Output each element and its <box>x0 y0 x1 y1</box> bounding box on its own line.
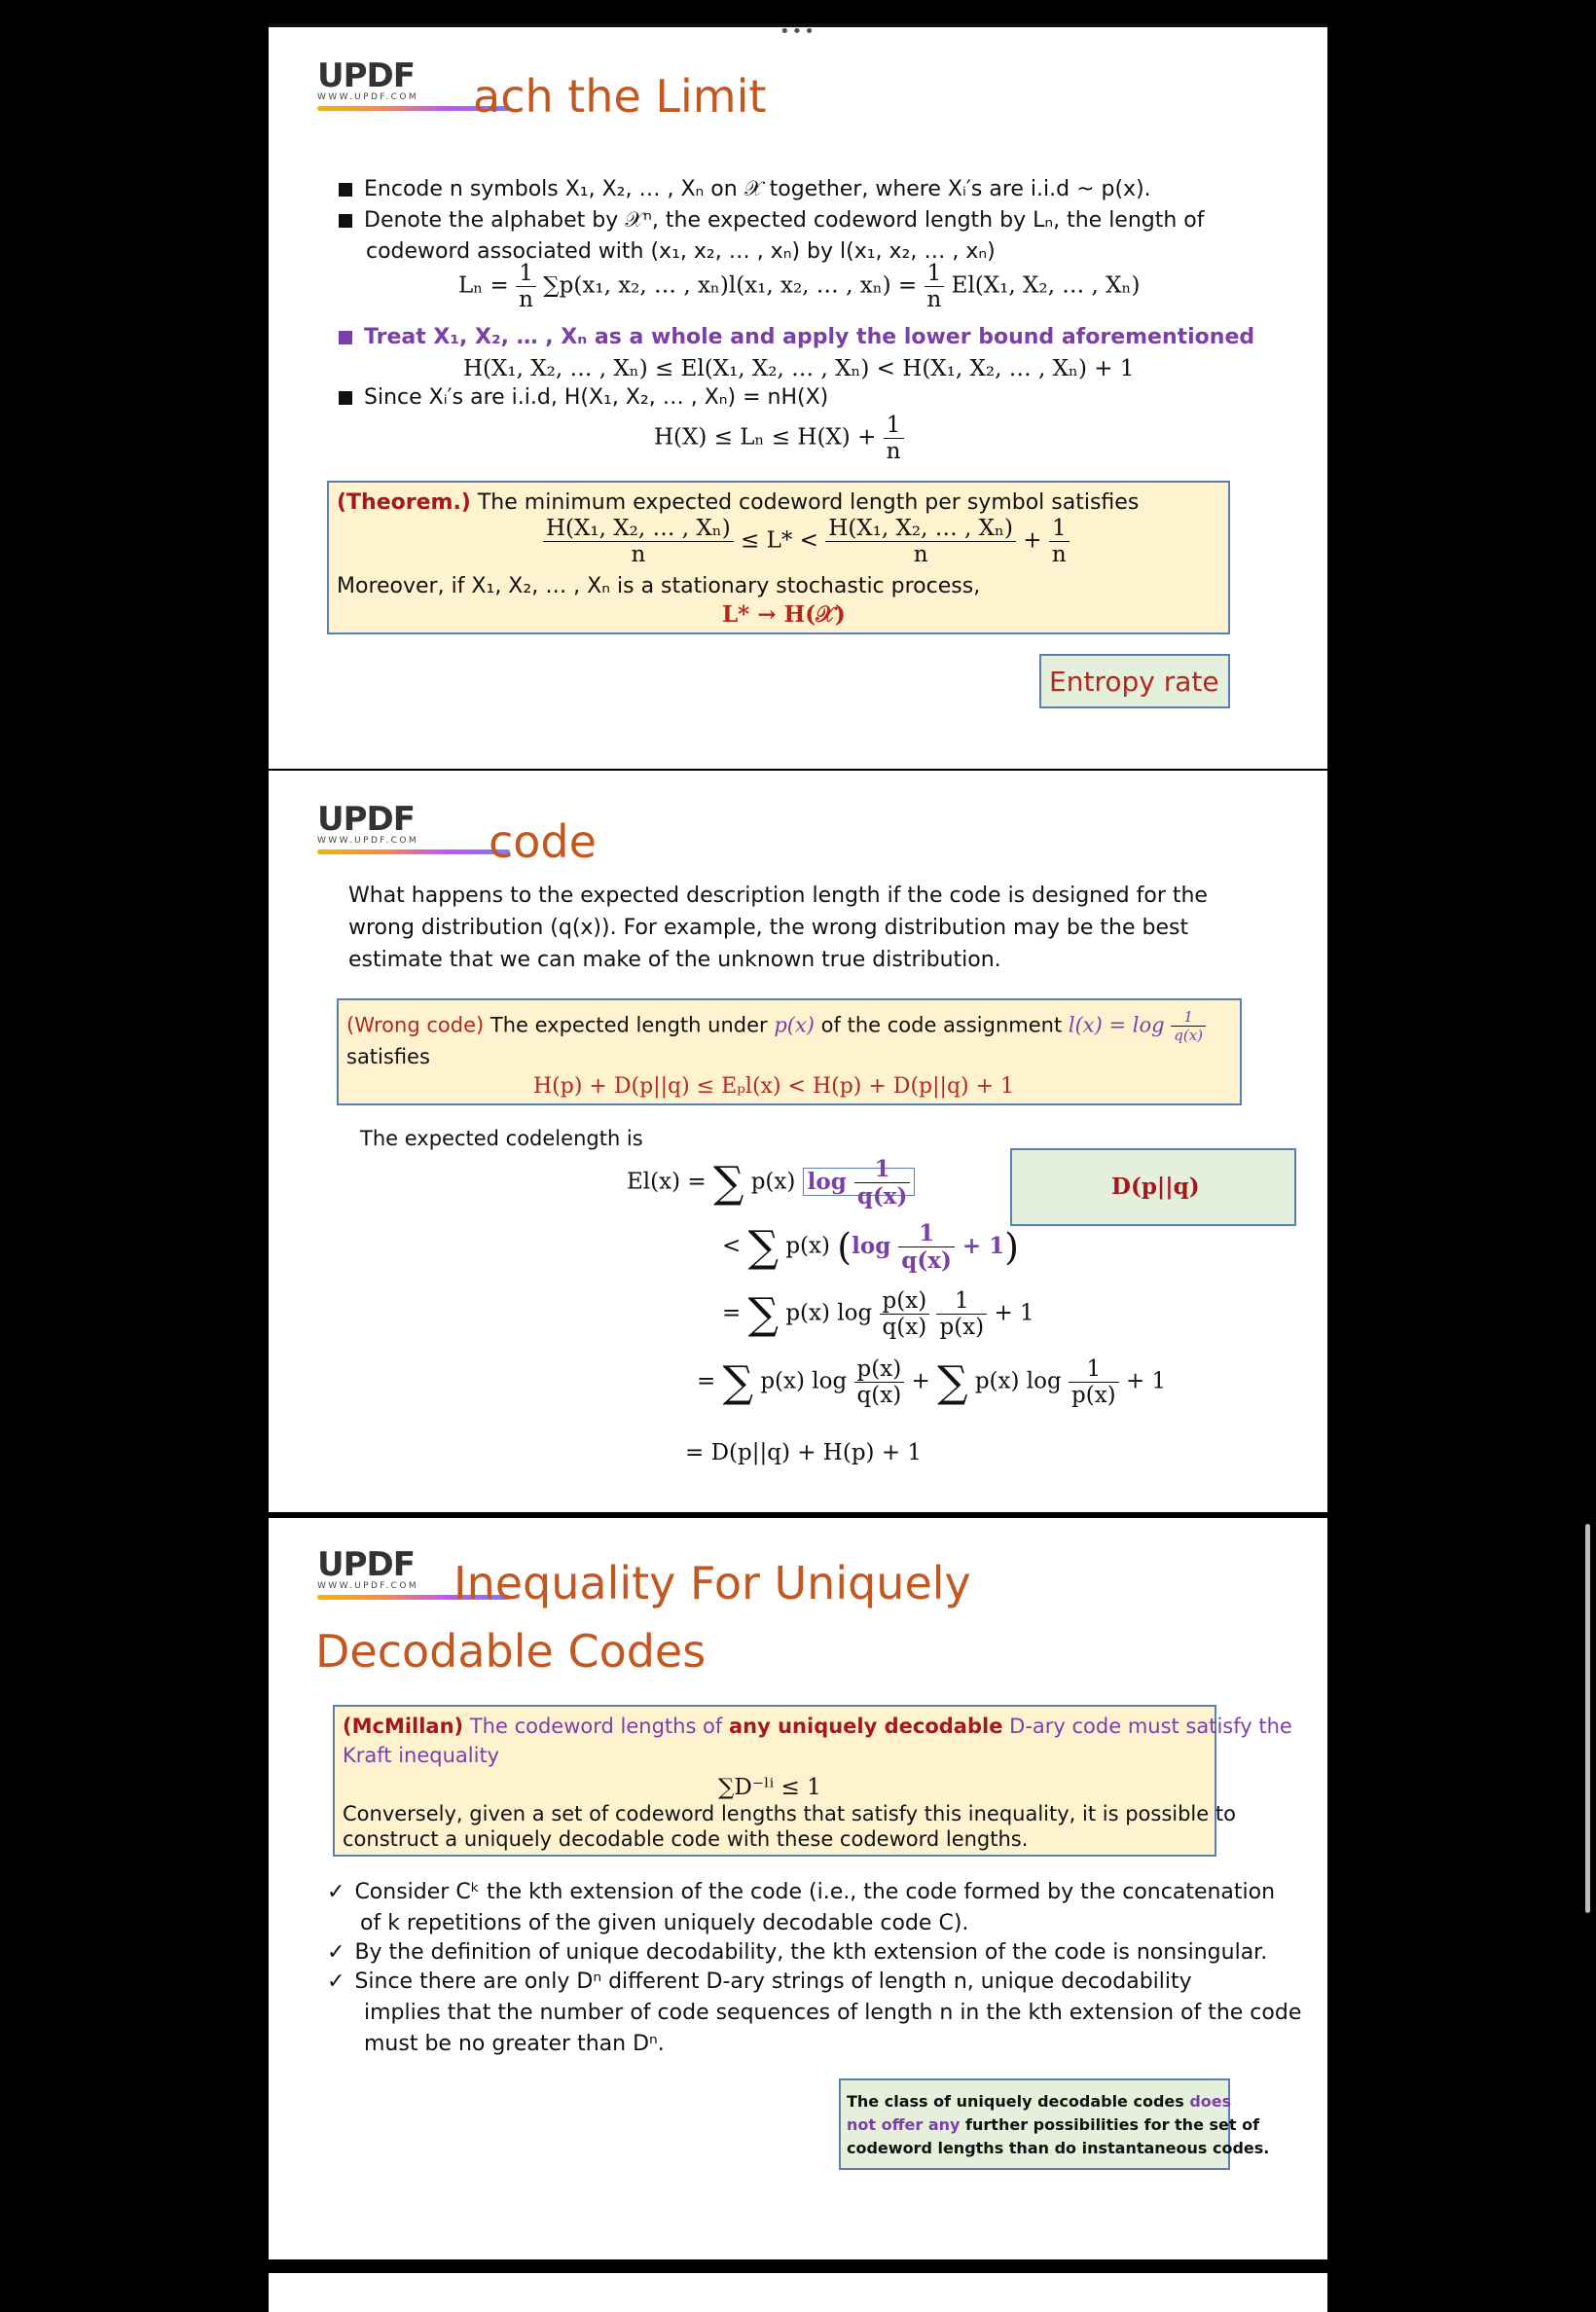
note-line-3: codeword lengths than do instantaneous codes. <box>847 2139 1270 2157</box>
mcmillan-kraft: Kraft inequality <box>343 1744 500 1767</box>
checkmark-icon: ✓ <box>327 1880 345 1904</box>
check-item-1: ✓ Consider Cᵏ the kth extension of the code (i.e., the code formed by the concatenation <box>327 1880 1276 1904</box>
entropy-rate-box <box>1039 654 1230 708</box>
bullet-iid: Since Xᵢ′s are i.i.d, H(X₁, X₂, … , Xₙ) = nH(X) <box>339 385 828 410</box>
checkmark-icon: ✓ <box>327 1940 345 1965</box>
sum-symbol: ∑ <box>712 1158 744 1208</box>
bullet-denote: Denote the alphabet by 𝒳ⁿ, the expected codeword length by Lₙ, the length of <box>339 208 1205 233</box>
wrong-code-satisfies: satisfies <box>346 1045 430 1068</box>
slide-approach-limit <box>269 23 1327 769</box>
check-item-2: ✓ By the definition of unique decodability, the kth extension of the code is nonsingular. <box>327 1940 1268 1965</box>
wrong-code-statement: (Wrong code) The expected length under p(x) of the code assignment l(x) = log $\frac{1}{q(x)}$ <box>346 1008 1206 1044</box>
bullet-denote-cont: codeword associated with (x₁, x₂, … , xₙ) by l(x₁, x₂, … , xₙ) <box>366 239 996 264</box>
logo-url: WWW.UPDF.COM <box>317 1581 418 1591</box>
slide-title-line-1: Inequality For Uniquely <box>453 1557 971 1609</box>
checkmark-icon: ✓ <box>327 1969 345 1994</box>
logo-url: WWW.UPDF.COM <box>317 92 418 102</box>
logo-brand: UPDF <box>317 1545 415 1584</box>
square-bullet-icon <box>339 391 352 405</box>
equation-bounds: H(X₁, X₂, … , Xₙ) ≤ El(X₁, X₂, … , Xₙ) < H(X₁, X₂, … , Xₙ) + 1 <box>463 356 1135 381</box>
mcmillan-converse-1: Conversely, given a set of codeword lengths that satisfy this inequality, it is possible to <box>343 1802 1236 1825</box>
intro-line-1: What happens to the expected description length if the code is designed for the <box>348 884 1208 908</box>
slide-title: code <box>489 815 597 868</box>
note-box <box>839 2078 1270 2170</box>
home-indicator[interactable] <box>533 2277 860 2288</box>
mcmillan-statement: (McMillan) The codeword lengths of any uniquely decodable D-ary code must satisfy the <box>343 1715 1292 1738</box>
derivation-step-3: = ∑ p(x) log $\frac{p(x)}{q(x)}$ $\frac{1}{p(x)}$ + 1 <box>722 1288 1034 1340</box>
scrollbar[interactable] <box>1585 1524 1590 1913</box>
sum-symbol: ∑ <box>747 1289 780 1339</box>
entropy-rate-label: Entropy rate <box>1049 666 1219 698</box>
kl-divergence-label: D(p||q) <box>1111 1174 1200 1200</box>
bullet-treat: Treat X₁, X₂, … , Xₙ as a whole and apply the lower bound aforementioned <box>339 325 1254 349</box>
slide-title: ach the Limit <box>473 70 767 123</box>
intro-line-3: estimate that we can make of the unknown true distribution. <box>348 948 1001 972</box>
theorem-box <box>327 481 1230 634</box>
bullet-encode: Encode n symbols X₁, X₂, … , Xₙ on 𝒳 together, where Xᵢ′s are i.i.d ~ p(x). <box>339 177 1151 201</box>
derivation-final: = D(p||q) + H(p) + 1 <box>685 1440 923 1465</box>
slide-title-line-2: Decodable Codes <box>315 1625 707 1678</box>
theorem-moreover: Moreover, if X₁, X₂, … , Xₙ is a stationary stochastic process, <box>337 574 981 598</box>
check-item-3-cont-2: must be no greater than Dⁿ. <box>364 2032 665 2056</box>
theorem-inequality: $\frac{\text{H(X₁, X₂, … , Xₙ)}}{n}$ ≤ L* < $\frac{\text{H(X₁, X₂, … , Xₙ)}}{n}$ + $\frac{1}{n}$ <box>543 516 1070 567</box>
intro-line-2: wrong distribution (q(x)). For example, the wrong distribution may be the best <box>348 916 1189 940</box>
wrong-code-box <box>337 998 1242 1105</box>
logo-url: WWW.UPDF.COM <box>317 836 418 846</box>
logo-bar <box>317 849 510 854</box>
derivation-step-4: = ∑ p(x) log $\frac{p(x)}{q(x)}$ + ∑ p(x) log $\frac{1}{p(x)}$ + 1 <box>697 1356 1167 1408</box>
theorem-statement: (Theorem.) The minimum expected codeword length per symbol satisfies <box>337 490 1140 515</box>
logo-brand: UPDF <box>317 800 415 839</box>
derivation-step-1: El(x) = ∑ p(x) log $\frac{1}{q(x)}$ <box>627 1156 915 1210</box>
mcmillan-box <box>333 1705 1292 1857</box>
equation-ln: Lₙ = $\frac{1}{n}$ ∑p(x₁, x₂, … , xₙ)l(x₁, x₂, … , xₙ) = $\frac{1}{n}$ El(X₁, X₂, … , Xₙ) <box>458 261 1141 312</box>
derivation-step-2: < ∑ p(x) (log $\frac{1}{q(x)}$ + 1) <box>722 1220 1019 1274</box>
sum-symbol: ∑ <box>747 1222 780 1272</box>
kl-divergence-box <box>1010 1148 1296 1226</box>
mcmillan-converse-2: construct a uniquely decodable code with these codeword lengths. <box>343 1827 1029 1851</box>
square-bullet-icon <box>339 331 352 344</box>
theorem-limit: L* → H(𝒳) <box>722 601 846 628</box>
expected-codelength-label: The expected codelength is <box>360 1127 643 1150</box>
logo-brand: UPDF <box>317 56 415 95</box>
square-bullet-icon <box>339 214 352 228</box>
updf-logo <box>317 800 510 854</box>
equation-ln-bound: H(X) ≤ Lₙ ≤ H(X) + $\frac{1}{n}$ <box>654 413 904 464</box>
square-bullet-icon <box>339 183 352 197</box>
check-item-1-cont: of k repetitions of the given uniquely decodable code C). <box>360 1911 969 1935</box>
note-line-1: The class of uniquely decodable codes does <box>847 2092 1232 2111</box>
sum-symbol: ∑ <box>722 1357 754 1407</box>
more-dots-icon[interactable]: ••• <box>780 23 816 42</box>
check-item-3-cont-1: implies that the number of code sequences of length n in the kth extension of the code <box>364 2001 1302 2025</box>
note-line-2: not offer any further possibilities for the set of <box>847 2115 1260 2134</box>
check-item-3: ✓ Since there are only Dⁿ different D-ary strings of length n, unique decodability <box>327 1969 1192 1994</box>
kraft-inequality: ∑D⁻ˡⁱ ≤ 1 <box>718 1775 821 1800</box>
sum-symbol: ∑ <box>937 1357 968 1407</box>
slide-wrong-code <box>269 771 1327 1512</box>
slide-mcmillan <box>269 1518 1327 2259</box>
wrong-code-inequality: H(p) + D(p||q) ≤ Eₚl(x) < H(p) + D(p||q) + 1 <box>533 1074 1015 1099</box>
